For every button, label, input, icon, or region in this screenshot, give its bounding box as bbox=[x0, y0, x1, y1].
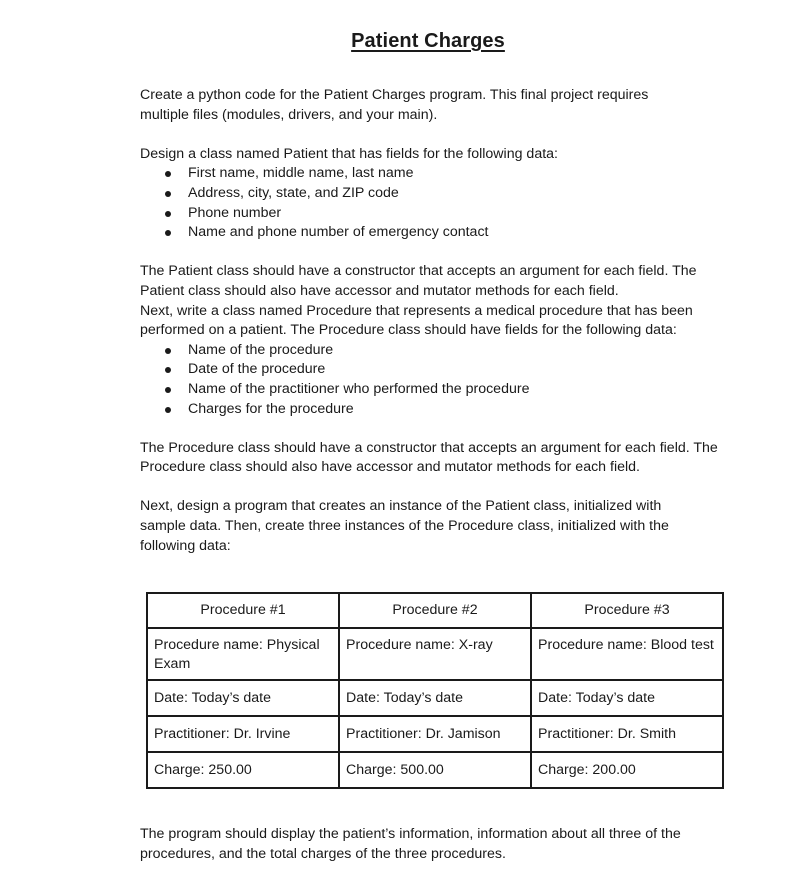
bullet-icon bbox=[165, 367, 171, 373]
list-item: Address, city, state, and ZIP code bbox=[140, 184, 740, 204]
page-title: Patient Charges bbox=[351, 30, 505, 52]
table-cell: Date: Today’s date bbox=[531, 680, 723, 716]
list-item: Date of the procedure bbox=[140, 360, 740, 380]
table-header-row bbox=[147, 593, 723, 628]
table-cell: Procedure name: Blood test bbox=[531, 628, 723, 680]
list-item: Phone number bbox=[140, 204, 740, 224]
bullet-icon bbox=[165, 407, 171, 413]
table-cell: Date: Today’s date bbox=[147, 680, 339, 716]
table-cell: Practitioner: Dr. Irvine bbox=[147, 716, 339, 752]
table-row bbox=[147, 680, 723, 716]
bullet-icon bbox=[165, 171, 171, 177]
table-row bbox=[147, 628, 723, 680]
list-item: Name of the procedure bbox=[140, 341, 740, 361]
table-cell: Charge: 250.00 bbox=[147, 752, 339, 788]
procedure-table bbox=[146, 592, 724, 789]
table-cell: Charge: 500.00 bbox=[339, 752, 531, 788]
table-header-cell: Procedure #3 bbox=[531, 593, 723, 628]
list-item: Name and phone number of emergency contact bbox=[140, 223, 740, 243]
bullet-icon bbox=[165, 387, 171, 393]
table-cell: Procedure name: X-ray bbox=[339, 628, 531, 680]
list-item: First name, middle name, last name bbox=[140, 164, 740, 184]
list-item: Charges for the procedure bbox=[140, 400, 740, 420]
procedure-heading: Next, write a class named Procedure that represents a medical procedure that has been performed on a patient. The Procedure class should have fields for the following data: bbox=[140, 302, 693, 339]
table-row bbox=[147, 752, 723, 788]
patient-field-list bbox=[140, 164, 740, 242]
table-cell: Procedure name: Physical Exam bbox=[147, 628, 339, 680]
bullet-icon bbox=[165, 191, 171, 197]
bullet-icon bbox=[165, 211, 171, 217]
table-cell: Practitioner: Dr. Smith bbox=[531, 716, 723, 752]
program-description-paragraph: Next, design a program that creates an instance of the Patient class, initialized with sample data. Then, create three instances of the Procedure class, initialized with the following data: bbox=[140, 498, 669, 554]
intro-paragraph: Create a python code for the Patient Charges program. This final project requires multiple files (modules, drivers, and your main). bbox=[140, 87, 649, 123]
patient-constructor-paragraph: The Patient class should have a constructor that accepts an argument for each field. The Patient class should also have accessor and mutator methods for each field. bbox=[140, 263, 697, 299]
procedure-field-list bbox=[140, 341, 740, 419]
patient-heading: Design a class named Patient that has fields for the following data: bbox=[140, 145, 558, 162]
closing-paragraph: The program should display the patient’s information, information about all three of the procedures, and the total charges of the three procedures. bbox=[140, 826, 681, 862]
table-cell: Charge: 200.00 bbox=[531, 752, 723, 788]
table-header-cell: Procedure #1 bbox=[147, 593, 339, 628]
table-cell: Date: Today’s date bbox=[339, 680, 531, 716]
procedure-constructor-paragraph: The Procedure class should have a constructor that accepts an argument for each field. The Procedure class should also have accessor and mutator methods for each field. bbox=[140, 439, 718, 476]
bullet-icon bbox=[165, 348, 171, 354]
document-body bbox=[140, 86, 740, 556]
table-cell: Practitioner: Dr. Jamison bbox=[339, 716, 531, 752]
table-header-cell: Procedure #2 bbox=[339, 593, 531, 628]
bullet-icon bbox=[165, 230, 171, 236]
list-item: Name of the practitioner who performed the procedure bbox=[140, 380, 740, 400]
table-row bbox=[147, 716, 723, 752]
